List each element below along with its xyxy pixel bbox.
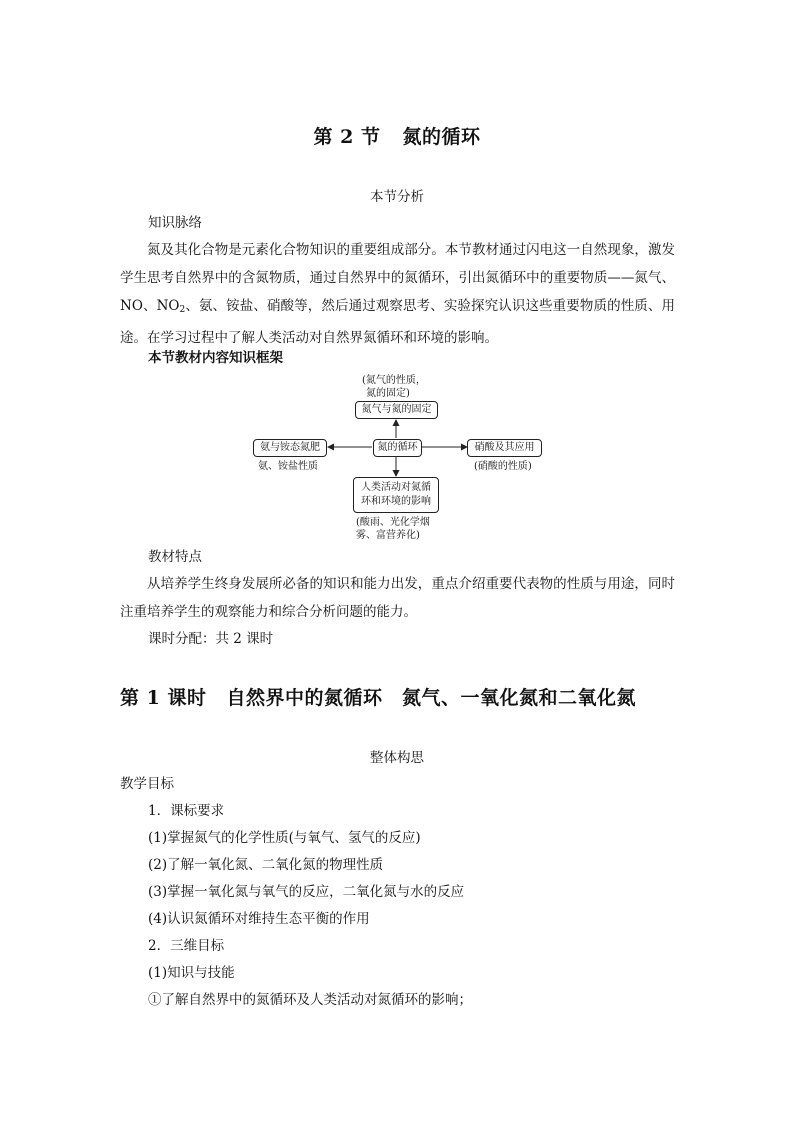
goals-heading: 教学目标 <box>120 776 174 792</box>
knowledge-heading: 知识脉络 <box>148 215 202 231</box>
requirement-2: (2)了解一氧化氮、二氧化氮的物理性质 <box>148 857 384 873</box>
subgoal-knowledge-skills: (1)知识与技能 <box>148 965 235 981</box>
bottom-note <box>356 516 430 542</box>
top-note <box>362 374 426 400</box>
top-note-line2: 氮的固定) <box>366 388 410 399</box>
section-title-prefix: 第 2 节 <box>313 126 381 148</box>
design-heading: 整体构思 <box>370 750 424 766</box>
item-three-dimensional-goals: 2．三维目标 <box>148 938 225 954</box>
section-title <box>0 122 794 149</box>
left-note: 氨、铵盐性质 <box>258 461 318 472</box>
requirement-4: (4)认识氮循环对维持生态平衡的作用 <box>148 911 370 927</box>
no2-subscript: 2 <box>179 305 186 315</box>
schedule-text: 课时分配：共 2 课时 <box>148 631 274 647</box>
framework-heading: 本节教材内容知识框架 <box>148 350 283 366</box>
node-ammonia-fertilizer: 氨与铵态氮肥 <box>253 439 327 457</box>
subgoal-knowledge-item-1: ①了解自然界中的氮循环及人类活动对氮循环的影响； <box>148 992 472 1008</box>
requirement-3: (3)掌握一氧化氮与氧气的反应，二氧化氮与水的反应 <box>148 884 465 900</box>
node-human-impact <box>353 477 439 513</box>
top-note-line1: (氮气的性质， <box>362 375 426 386</box>
node-nitric-acid: 硝酸及其应用 <box>467 439 542 457</box>
section-title-main: 氮的循环 <box>402 126 481 148</box>
knowledge-text-2: 、氨、铵盐、硝酸等，然后通过观察思考、实验探究认识这些重要物质的性质、用途。在学习过程中了解人类活动对自然界氮循环和环境的影响。 <box>120 298 676 346</box>
knowledge-paragraph <box>120 236 675 352</box>
features-heading: 教材特点 <box>148 549 202 565</box>
bottom-note-line1: (酸雨、光化学烟 <box>356 517 430 528</box>
requirement-1: (1)掌握氮气的化学性质(与氧气、氢气的反应) <box>148 830 421 846</box>
right-note: (硝酸的性质) <box>474 461 532 472</box>
knowledge-text-1: 氮及其化合物是元素化合物知识的重要组成部分。本节教材通过闪电这一自然现象，激发学生思考自然界中的含氮物质，通过自然界中的氮循环，引出氮循环中的重要物质——氮气、NO、NO <box>120 242 675 314</box>
analysis-heading: 本节分析 <box>370 189 424 205</box>
node-nitrogen-cycle: 氮的循环 <box>373 439 422 457</box>
human-impact-line1: 人类活动对氮循 <box>361 482 431 493</box>
bottom-note-line2: 雾、富营养化) <box>356 530 420 541</box>
item-curriculum-requirements: 1．课标要求 <box>148 803 225 819</box>
node-nitrogen-fixation: 氮气与氮的固定 <box>355 401 438 419</box>
human-impact-line2: 环和环境的影响 <box>361 496 431 507</box>
lesson-title <box>120 683 636 710</box>
lesson-title-main: 自然界中的氮循环 氮气、一氧化氮和二氧化氮 <box>226 687 636 709</box>
features-paragraph: 从培养学生终身发展所必备的知识和能力出发，重点介绍重要代表物的性质与用途，同时注重培养学生的观察能力和综合分析问题的能力。 <box>120 576 675 620</box>
lesson-title-prefix: 第 1 课时 <box>120 687 207 709</box>
